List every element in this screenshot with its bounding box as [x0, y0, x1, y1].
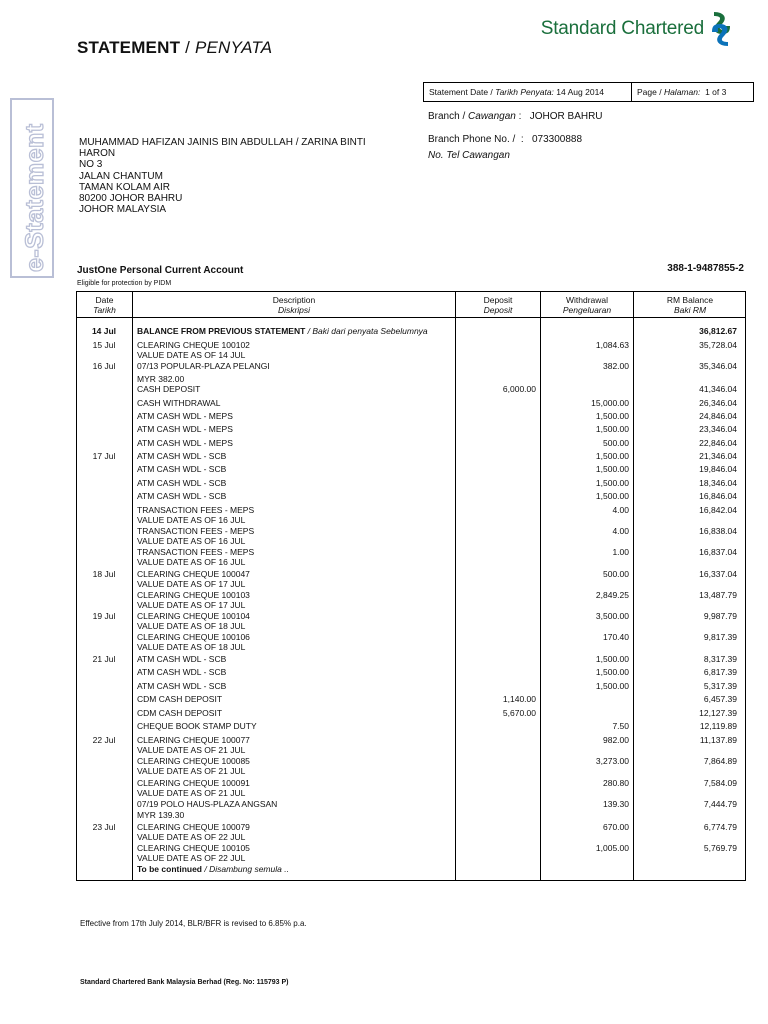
cell-withdrawal: 15,000.00 — [591, 398, 629, 408]
table-divider — [455, 291, 456, 881]
cell-balance: 26,346.04 — [699, 398, 737, 408]
bank-logo-icon — [710, 10, 732, 48]
description-text: MYR 382.00 — [137, 374, 185, 384]
description-text: BALANCE FROM PREVIOUS STATEMENT — [137, 326, 306, 336]
page-number: Page / Halaman: 1 of 3 — [637, 87, 727, 97]
cell-withdrawal: 382.00 — [603, 361, 629, 371]
cell-balance: 6,817.39 — [703, 667, 737, 677]
header-balance: RM Balance Baki RM — [666, 295, 714, 315]
svg-text:e-Statement: e-Statement — [21, 123, 49, 272]
cell-date: 21 Jul — [92, 654, 116, 664]
address-line: JOHOR MALAYSIA — [79, 204, 167, 216]
cell-balance: 6,774.79 — [703, 822, 737, 832]
bank-logo-text: Standard Chartered — [540, 18, 704, 39]
cell-balance: 16,337.04 — [699, 569, 737, 579]
cell-balance: 35,346.04 — [699, 361, 737, 371]
cell-description — [137, 778, 455, 798]
cell-withdrawal: 1,500.00 — [595, 654, 629, 664]
cell-date: 17 Jul — [92, 451, 116, 461]
cell-withdrawal: 500.00 — [603, 438, 629, 448]
description-value-date: VALUE DATE AS OF 16 JUL — [137, 515, 246, 525]
description-text: ATM CASH WDL - SCB — [137, 491, 227, 501]
description-text: 07/19 POLO HAUS-PLAZA ANGSAN — [137, 799, 278, 809]
cell-date: 18 Jul — [92, 569, 116, 579]
description-text: CASH DEPOSIT — [137, 384, 201, 394]
header-description: Description Diskripsi — [272, 295, 316, 315]
cell-balance: 5,769.79 — [703, 843, 737, 853]
cell-description — [137, 667, 455, 677]
cell-balance: 7,864.89 — [703, 756, 737, 766]
cell-description — [137, 505, 455, 525]
cell-withdrawal: 1,500.00 — [595, 491, 629, 501]
cell-description — [137, 361, 455, 371]
description-text: TRANSACTION FEES - MEPS — [137, 547, 255, 557]
cell-description — [137, 384, 455, 394]
cell-description — [137, 654, 455, 664]
description-value-date: VALUE DATE AS OF 21 JUL — [137, 788, 246, 798]
description-text: ATM CASH WDL - MEPS — [137, 411, 233, 421]
table-divider — [132, 291, 133, 881]
cell-withdrawal: 7.50 — [612, 721, 629, 731]
table-divider — [540, 291, 541, 881]
cell-date: 19 Jul — [92, 611, 116, 621]
cell-balance: 18,346.04 — [699, 478, 737, 488]
description-value-date: VALUE DATE AS OF 18 JUL — [137, 621, 246, 631]
description-text: CLEARING CHEQUE 100047 — [137, 569, 250, 579]
header-deposit: Deposit Deposit — [483, 295, 513, 315]
description-value-date: VALUE DATE AS OF 17 JUL — [137, 579, 246, 589]
cell-withdrawal: 1,005.00 — [595, 843, 629, 853]
cell-balance: 11,137.89 — [699, 735, 737, 745]
page-title: STATEMENT / PENYATA — [77, 38, 273, 57]
cell-withdrawal: 139.30 — [603, 799, 629, 809]
cell-withdrawal: 982.00 — [603, 735, 629, 745]
description-text: TRANSACTION FEES - MEPS — [137, 526, 255, 536]
header-date: Date Tarikh — [93, 295, 116, 315]
description-text: ATM CASH WDL - SCB — [137, 654, 227, 664]
cell-date: 23 Jul — [92, 822, 116, 832]
cell-description — [137, 708, 455, 718]
cell-description — [137, 611, 455, 631]
blr-note: Effective from 17th July 2014, BLR/BFR is revised to 6.85% p.a. — [80, 919, 307, 928]
description-text: TRANSACTION FEES - MEPS — [137, 505, 255, 515]
cell-description — [137, 756, 455, 776]
description-text: CDM CASH DEPOSIT — [137, 694, 223, 704]
cell-withdrawal: 500.00 — [603, 569, 629, 579]
cell-date: 14 Jul — [91, 326, 117, 336]
description-text: To be continued — [137, 864, 203, 874]
cell-deposit: 5,670.00 — [502, 708, 536, 718]
cell-balance: 9,987.79 — [703, 611, 737, 621]
description-text: MYR 139.30 — [137, 810, 185, 820]
cell-balance: 9,817.39 — [703, 632, 737, 642]
description-value-date: VALUE DATE AS OF 22 JUL — [137, 832, 246, 842]
cell-withdrawal: 3,273.00 — [595, 756, 629, 766]
cell-withdrawal: 1,500.00 — [595, 464, 629, 474]
description-text: CLEARING CHEQUE 100085 — [137, 756, 250, 766]
description-text: ATM CASH WDL - MEPS — [137, 438, 233, 448]
cell-withdrawal: 4.00 — [612, 505, 629, 515]
cell-withdrawal: 1,084.63 — [595, 340, 629, 350]
branch-name: Branch / Cawangan : JOHOR BAHRU — [428, 111, 603, 122]
cell-balance: 6,457.39 — [703, 694, 737, 704]
description-text: ATM CASH WDL - MEPS — [137, 424, 233, 434]
description-value-date: VALUE DATE AS OF 18 JUL — [137, 642, 246, 652]
table-header-divider — [76, 317, 746, 318]
cell-withdrawal: 1,500.00 — [595, 681, 629, 691]
cell-balance: 41,346.04 — [699, 384, 737, 394]
cell-deposit: 1,140.00 — [502, 694, 536, 704]
cell-balance: 21,346.04 — [699, 451, 737, 461]
customer-address — [79, 137, 399, 215]
description-text: ATM CASH WDL - SCB — [137, 667, 227, 677]
cell-withdrawal: 4.00 — [612, 526, 629, 536]
cell-balance: 16,838.04 — [699, 526, 737, 536]
description-text: CLEARING CHEQUE 100104 — [137, 611, 250, 621]
cell-description — [137, 569, 455, 589]
cell-balance: 5,317.39 — [703, 681, 737, 691]
cell-description — [137, 547, 455, 567]
address-line: TAMAN KOLAM AIR — [79, 181, 170, 193]
header-withdrawal: Withdrawal Pengeluaran — [562, 295, 612, 315]
cell-withdrawal: 2,849.25 — [595, 590, 629, 600]
cell-balance: 16,837.04 — [699, 547, 737, 557]
cell-withdrawal: 170.40 — [603, 632, 629, 642]
cell-withdrawal: 1,500.00 — [595, 411, 629, 421]
cell-withdrawal: 1,500.00 — [595, 451, 629, 461]
description-value-date: VALUE DATE AS OF 21 JUL — [137, 766, 246, 776]
cell-date: 22 Jul — [92, 735, 116, 745]
cell-description — [137, 478, 455, 488]
cell-description — [137, 491, 455, 501]
statement-date: Statement Date / Tarikh Penyata: 14 Aug 2014 — [424, 83, 632, 101]
description-text: CHEQUE BOOK STAMP DUTY — [137, 721, 257, 731]
cell-withdrawal: 670.00 — [603, 822, 629, 832]
description-text: CDM CASH DEPOSIT — [137, 708, 223, 718]
footer-bank-name: Standard Chartered Bank Malaysia Berhad (Reg. No: 115793 P) — [80, 979, 289, 986]
cell-balance: 16,846.04 — [699, 491, 737, 501]
description-alt-text: / Baki dari penyata Sebelumnya — [305, 326, 428, 336]
cell-withdrawal: 1.00 — [612, 547, 629, 557]
description-text: CLEARING CHEQUE 100079 — [137, 822, 250, 832]
cell-withdrawal: 1,500.00 — [595, 424, 629, 434]
cell-description — [137, 424, 455, 434]
branch-phone: Branch Phone No. / : 073300888 — [428, 134, 583, 145]
cell-balance: 13,487.79 — [699, 590, 737, 600]
statement-meta-box — [423, 82, 754, 102]
cell-withdrawal: 1,500.00 — [595, 667, 629, 677]
description-text: ATM CASH WDL - SCB — [137, 681, 227, 691]
account-number: 388-1-9487855-2 — [667, 263, 744, 274]
address-line: 80200 JOHOR BAHRU — [79, 193, 183, 205]
description-value-date: VALUE DATE AS OF 14 JUL — [137, 350, 246, 360]
cell-balance: 8,317.39 — [703, 654, 737, 664]
cell-description — [137, 864, 455, 874]
description-text: CLEARING CHEQUE 100106 — [137, 632, 250, 642]
cell-description — [137, 632, 455, 652]
cell-description — [137, 694, 455, 704]
cell-balance: 36,812.67 — [699, 326, 737, 336]
branch-phone-label-alt: No. Tel Cawangan — [428, 150, 510, 161]
cell-balance: 12,119.89 — [699, 721, 737, 731]
address-line: HARON — [79, 148, 116, 160]
cell-withdrawal: 1,500.00 — [595, 478, 629, 488]
cell-description — [137, 398, 455, 408]
account-name: JustOne Personal Current Account — [77, 265, 244, 276]
cell-description — [137, 451, 455, 461]
description-text: CLEARING CHEQUE 100091 — [137, 778, 250, 788]
cell-balance: 19,846.04 — [699, 464, 737, 474]
description-value-date: VALUE DATE AS OF 16 JUL — [137, 557, 246, 567]
cell-balance: 16,842.04 — [699, 505, 737, 515]
cell-date: 16 Jul — [92, 361, 116, 371]
cell-date: 15 Jul — [92, 340, 116, 350]
cell-deposit: 6,000.00 — [502, 384, 536, 394]
table-divider — [633, 291, 634, 881]
cell-balance: 7,584.09 — [703, 778, 737, 788]
description-value-date: VALUE DATE AS OF 17 JUL — [137, 600, 246, 610]
address-line: NO 3 — [79, 159, 103, 171]
cell-description — [137, 681, 455, 691]
cell-balance: 12,127.39 — [699, 708, 737, 718]
description-text: CLEARING CHEQUE 100077 — [137, 735, 250, 745]
description-text: CASH WITHDRAWAL — [137, 398, 221, 408]
description-text: CLEARING CHEQUE 100103 — [137, 590, 250, 600]
description-text: CLEARING CHEQUE 100105 — [137, 843, 250, 853]
cell-description — [137, 526, 455, 546]
description-text: 07/13 POPULAR-PLAZA PELANGI — [137, 361, 270, 371]
bank-logo — [541, 10, 732, 48]
address-line: JALAN CHANTUM — [79, 170, 163, 182]
cell-balance: 22,846.04 — [699, 438, 737, 448]
cell-description — [137, 340, 455, 360]
cell-description — [137, 721, 455, 731]
cell-balance: 24,846.04 — [699, 411, 737, 421]
description-value-date: VALUE DATE AS OF 22 JUL — [137, 853, 246, 863]
cell-balance: 7,444.79 — [703, 799, 737, 809]
cell-description — [137, 411, 455, 421]
cell-description — [137, 843, 455, 863]
description-text: CLEARING CHEQUE 100102 — [137, 340, 250, 350]
cell-description — [137, 326, 455, 336]
cell-description — [137, 438, 455, 448]
cell-balance: 35,728.04 — [699, 340, 737, 350]
description-text: ATM CASH WDL - SCB — [137, 478, 227, 488]
cell-description — [137, 799, 455, 809]
description-value-date: VALUE DATE AS OF 21 JUL — [137, 745, 246, 755]
cell-withdrawal: 280.80 — [603, 778, 629, 788]
description-value-date: VALUE DATE AS OF 16 JUL — [137, 536, 246, 546]
cell-balance: 23,346.04 — [699, 424, 737, 434]
cell-description — [137, 810, 455, 820]
cell-description — [137, 464, 455, 474]
e-statement-watermark — [10, 98, 54, 278]
address-line: MUHAMMAD HAFIZAN JAINIS BIN ABDULLAH / ZARINA BINTI — [79, 137, 366, 148]
cell-description — [137, 374, 455, 384]
description-text: ATM CASH WDL - SCB — [137, 464, 227, 474]
description-alt-text: / Disambung semula .. — [202, 864, 289, 874]
cell-description — [137, 822, 455, 842]
description-text: ATM CASH WDL - SCB — [137, 451, 227, 461]
pidm-note: Eligible for protection by PIDM — [77, 280, 172, 287]
cell-description — [137, 590, 455, 610]
cell-description — [137, 735, 455, 755]
cell-withdrawal: 3,500.00 — [595, 611, 629, 621]
